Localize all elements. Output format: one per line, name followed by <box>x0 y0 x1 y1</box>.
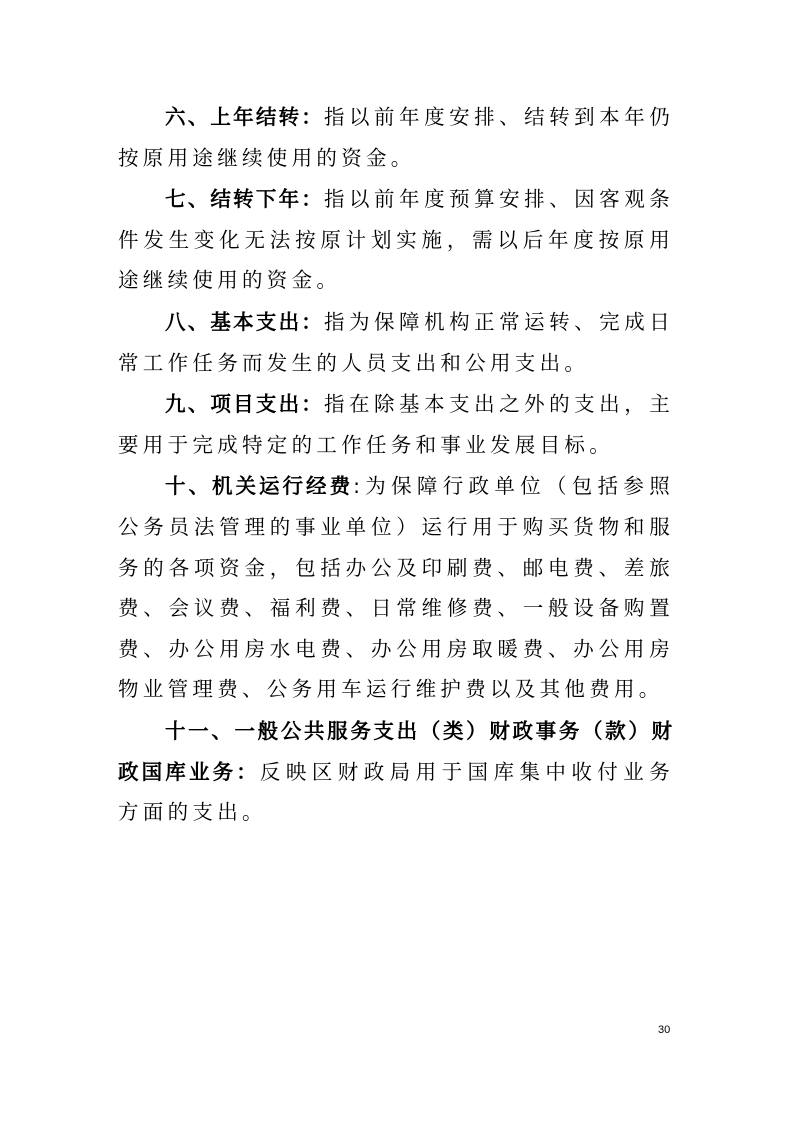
definition-text: 指以前年度预算安排、因客观条件发生变化无法按原计划实施，需以后年度按原用途继续使用的资金。 <box>118 187 675 293</box>
definition-text: 反映区财政局用于国库集中收付业务方面的支出。 <box>118 759 674 825</box>
definition-paragraph-3 <box>118 302 674 383</box>
definition-paragraph-5 <box>118 466 674 710</box>
definition-term: 七、结转下年： <box>165 187 325 212</box>
definition-term: 十、机关运行经费 <box>165 474 354 499</box>
definition-text: :为保障行政单位（包括参照公务员法管理的事业单位）运行用于购买货物和服务的各项资金，包括办公及印刷费、邮电费、差旅费、会议费、福利费、日常维修费、一般设备购置费、办公用房水电费、办公用房取暖费、办公用房物业管理费、公务用车运行维护费以及其他费用。 <box>118 474 674 702</box>
definition-term: 八、基本支出： <box>165 309 325 334</box>
definition-text: 指在除基本支出之外的支出，主要用于完成特定的工作任务和事业发展目标。 <box>118 392 675 457</box>
definition-paragraph-1 <box>118 97 674 178</box>
definition-paragraph-6 <box>118 711 674 833</box>
definition-term: 九、项目支出： <box>165 392 325 417</box>
definition-text: 指以前年度安排、结转到本年仍按原用途继续使用的资金。 <box>118 105 675 170</box>
page-number: 30 <box>658 1024 671 1036</box>
definition-text: 指为保障机构正常运转、完成日常工作任务而发生的人员支出和公用支出。 <box>118 309 675 375</box>
definition-paragraph-4 <box>118 384 674 465</box>
document-body <box>118 97 674 833</box>
definition-paragraph-2 <box>118 179 674 301</box>
definition-term: 六、上年结转： <box>165 105 325 129</box>
definition-term: 十一、一般公共服务支出（类）财政事务（款）财政国库业务： <box>118 718 674 784</box>
